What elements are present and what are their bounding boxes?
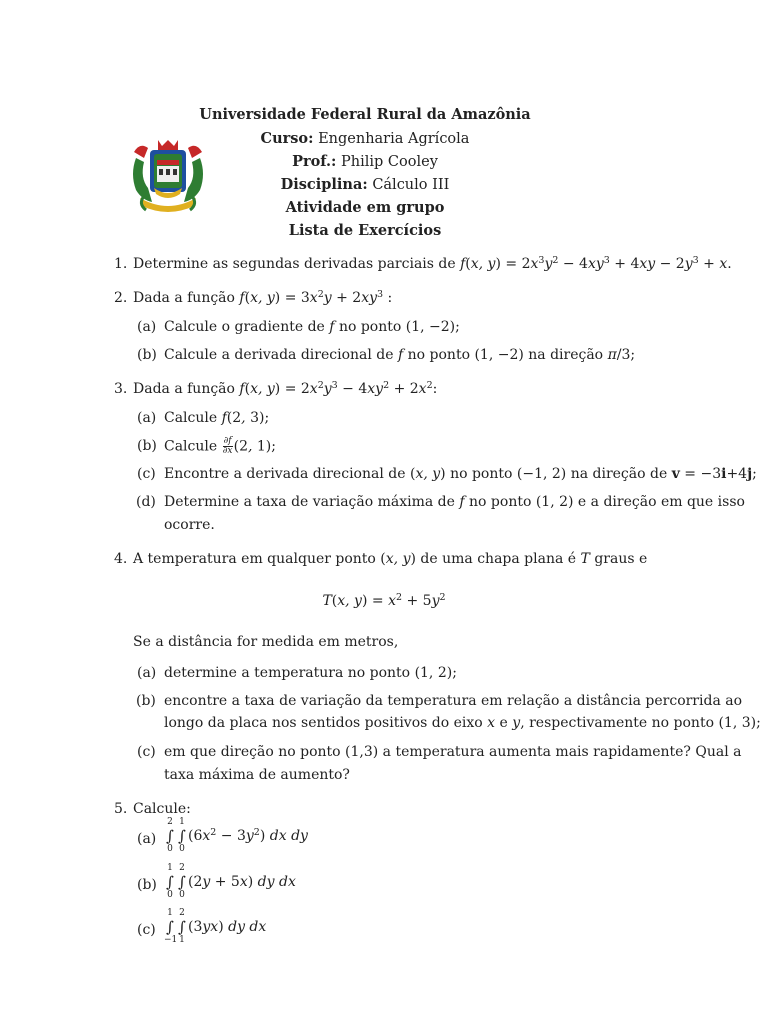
question-4b-label: (b) bbox=[136, 693, 156, 709]
question-3-text: Dada a função bbox=[133, 381, 235, 397]
inner-integral-sign: 2 ∫ 1 bbox=[178, 908, 186, 945]
question-4-text-2: de uma chapa plana é bbox=[420, 551, 577, 567]
question-4b-line-1: encontre a taxa de variação da temperatura em relação a distância percorrida ao bbox=[164, 693, 743, 709]
question-4b-line-2b: e bbox=[499, 715, 508, 731]
question-3d-label: (d) bbox=[136, 494, 156, 510]
question-2a-text-2: no ponto (1, −2); bbox=[338, 319, 460, 335]
question-3b-text: Calcule bbox=[164, 438, 218, 455]
question-3d-text: Determine a taxa de variação máxima de bbox=[164, 494, 455, 510]
question-3c: Encontre a derivada direcional de (x, y) no ponto (−1, 2) na direção de v = −3i+4j; bbox=[164, 466, 757, 482]
question-3a: Calcule f(2, 3); bbox=[164, 410, 270, 426]
question-4-text-3: graus e bbox=[594, 551, 648, 567]
question-1-formula: f(x, $y) = 2x^3y^2 - 4xy^3 + 4xy - 2y^3 + x$. bbox=[460, 255, 732, 272]
question-5b-integral: 1 ∫ 0 2 ∫ 0 (2y + 5x) dy dx bbox=[164, 864, 296, 900]
question-2 bbox=[133, 289, 392, 307]
question-4c-label: (c) bbox=[137, 744, 156, 760]
question-4: A temperatura em qualquer ponto (x, y) de uma chapa plana é T graus e bbox=[133, 551, 648, 567]
question-2b-text-2: no ponto (1, −2) na direção bbox=[407, 347, 604, 363]
question-4b-line-2: longo da placa nos sentidos positivos do eixo x e y, respectivamente no ponto (1, 3); bbox=[164, 715, 761, 731]
prof-label: Prof.: bbox=[292, 153, 337, 170]
question-1 bbox=[133, 255, 732, 273]
inner-integral-sign: 1 ∫ 0 bbox=[178, 817, 186, 854]
prof-line bbox=[160, 153, 570, 170]
question-4a-label: (a) bbox=[137, 665, 157, 681]
question-2-text: Dada a função bbox=[133, 290, 235, 306]
course-value: Engenharia Agrícola bbox=[318, 131, 470, 147]
question-4c-line-1: em que direção no ponto (1,3) a temperatura aumenta mais rapidamente? Qual a bbox=[164, 744, 742, 760]
question-5-number: 5. bbox=[114, 801, 128, 817]
question-1-text: Determine as segundas derivadas parciais de bbox=[133, 256, 456, 272]
question-2a-label: (a) bbox=[137, 319, 157, 335]
question-5-text: Calcule: bbox=[133, 801, 191, 817]
question-5c-integral: 1 ∫ −1 2 ∫ 1 (3yx) dy dx bbox=[164, 908, 267, 945]
course-label: Curso: bbox=[260, 130, 314, 147]
question-4a-text: determine a temperatura no ponto (1, 2); bbox=[164, 665, 457, 681]
question-4b-line-2a: longo da placa nos sentidos positivos do eixo bbox=[164, 715, 483, 731]
outer-integral-sign: 1 ∫ 0 bbox=[166, 863, 174, 900]
question-3b-label: (b) bbox=[137, 438, 157, 454]
question-5c-label: (c) bbox=[137, 922, 156, 938]
question-3a-label: (a) bbox=[137, 410, 157, 426]
discipline-label: Disciplina: bbox=[280, 176, 368, 193]
question-3c-text-2: no ponto (−1, 2) na direção de bbox=[450, 466, 668, 482]
outer-integral-sign: 1 ∫ −1 bbox=[164, 908, 178, 945]
question-2-number: 2. bbox=[114, 290, 128, 306]
question-2a: Calcule o gradiente de f no ponto (1, −2); bbox=[164, 319, 460, 335]
question-4-text: A temperatura em qualquer ponto bbox=[133, 551, 376, 567]
inner-integral-sign: 2 ∫ 0 bbox=[178, 863, 186, 900]
question-4c-line-2: taxa máxima de aumento? bbox=[164, 767, 350, 783]
question-3a-text: Calcule bbox=[164, 410, 218, 426]
activity-title: Atividade em grupo bbox=[285, 199, 445, 216]
list-title: Lista de Exercícios bbox=[288, 222, 442, 239]
discipline-line bbox=[160, 176, 570, 193]
question-5b-label: (b) bbox=[137, 877, 157, 893]
course-line bbox=[160, 130, 570, 147]
question-2a-text: Calcule o gradiente de bbox=[164, 319, 325, 335]
question-1-number: 1. bbox=[114, 256, 128, 272]
question-3-formula: f(x, $y) = 2x^2y^3 - 4xy^2 + 2x^2$: bbox=[239, 380, 438, 397]
question-5a-integral: 2 ∫ 0 1 ∫ 0 $(6x^2 - 3y^2)$ dx dy bbox=[164, 818, 308, 854]
question-3b: Calcule $\frac{\partial f}{\partial x}$ (2, 1); bbox=[164, 436, 276, 456]
question-5a-label: (a) bbox=[137, 831, 157, 847]
prof-value: Philip Cooley bbox=[341, 154, 438, 170]
question-3-number: 3. bbox=[114, 381, 128, 397]
question-4-intro: Se a distância for medida em metros, bbox=[133, 634, 399, 650]
question-2b-label: (b) bbox=[137, 347, 157, 363]
question-3d-text-2: no ponto (1, 2) e a direção em que isso bbox=[469, 494, 745, 510]
temperature-equation: T(x, $y) = x^2 + 5y^2$ bbox=[322, 592, 446, 609]
question-3d: Determine a taxa de variação máxima de f no ponto (1, 2) e a direção em que isso bbox=[164, 494, 745, 510]
question-2-formula: f(x, $y) = 3x^2y + 2xy^3$ : bbox=[239, 289, 393, 306]
question-2b-text: Calcule a derivada direcional de bbox=[164, 347, 394, 363]
question-3d-continuation: ocorre. bbox=[164, 517, 215, 533]
question-3 bbox=[133, 380, 437, 398]
question-4-number: 4. bbox=[114, 551, 128, 567]
question-3c-label: (c) bbox=[137, 466, 156, 482]
question-3c-text: Encontre a derivada direcional de bbox=[164, 466, 406, 482]
university-name: Universidade Federal Rural da Amazônia bbox=[199, 106, 531, 123]
partial-derivative-fraction: $\frac{\partial f}{\partial x}$ bbox=[222, 436, 233, 456]
question-2b: Calcule a derivada direcional de f no ponto (1, −2) na direção π/3; bbox=[164, 347, 636, 363]
outer-integral-sign: 2 ∫ 0 bbox=[166, 817, 174, 854]
discipline-value: Cálculo III bbox=[372, 177, 450, 193]
question-4b-line-2c: , respectivamente no ponto (1, 3); bbox=[520, 715, 761, 731]
